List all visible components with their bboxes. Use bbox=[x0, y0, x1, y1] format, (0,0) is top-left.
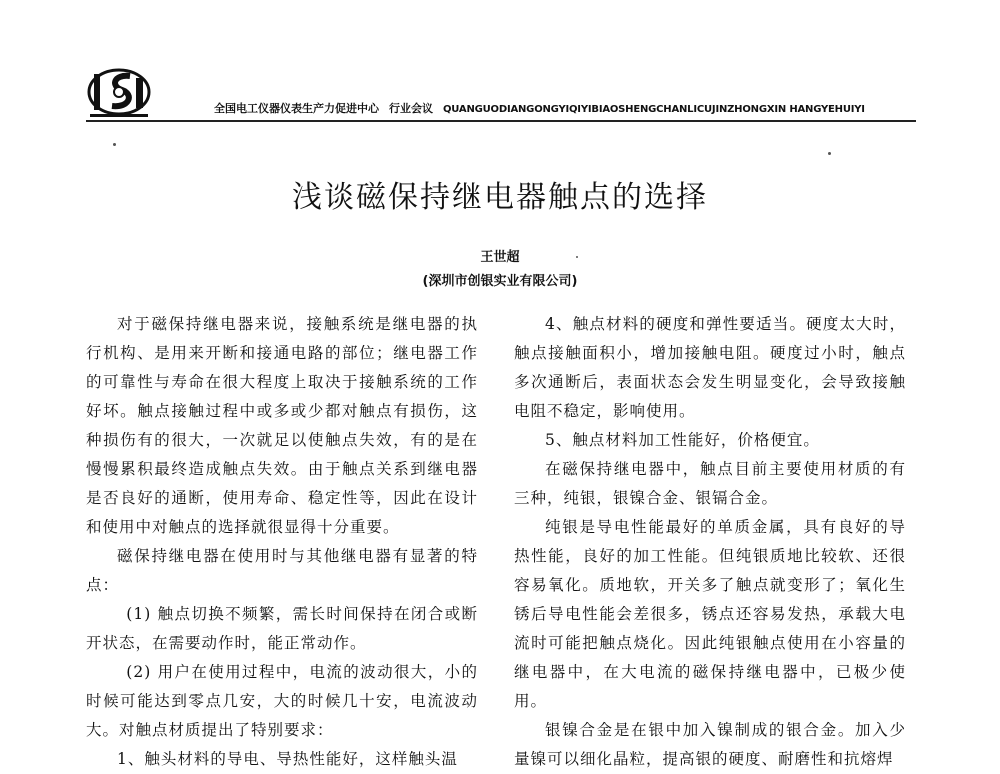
paragraph: 在磁保持继电器中，触点目前主要使用材质的有三种，纯银，银镍合金、银镉合金。 bbox=[514, 460, 906, 507]
paragraph: 银镍合金是在银中加入镍制成的银合金。加入少量镍可以细化晶粒，提高银的硬度、耐磨性和抗熔焊 bbox=[514, 721, 906, 768]
paragraph: 磁保持继电器在使用时与其他继电器有显著的特点： bbox=[86, 547, 478, 594]
paragraph: (1) 触点切换不频繁，需长时间保持在闭合或断开状态，在需要动作时，能正常动作。 bbox=[86, 605, 478, 652]
journal-logo-icon bbox=[86, 68, 152, 122]
article-title: 浅谈磁保持继电器触点的选择 bbox=[292, 180, 708, 215]
paragraph: 5、触点材料加工性能好，价格便宜。 bbox=[545, 431, 820, 449]
header-pinyin: QUANGUODIANGONGYIQIYIBIAOSHENGCHANLICUJINZHONGXIN HANGYEHUIYI bbox=[443, 104, 865, 115]
paragraph: 4、触点材料的硬度和弹性要适当。硬度太大时，触点接触面积小，增加接触电阻。硬度过小时，触点多次通断后，表面状态会发生明显变化，会导致接触电阻不稳定，影响使用。 bbox=[514, 315, 906, 420]
article-author: 王世超 bbox=[480, 250, 520, 265]
body-column-left bbox=[86, 310, 478, 774]
paragraph: 1、触头材料的导电、导热性能好，这样触头温 bbox=[117, 750, 458, 768]
header-rule bbox=[86, 120, 916, 122]
paragraph: 纯银是导电性能最好的单质金属，具有良好的导热性能，良好的加工性能。但纯银质地比较软、还很容易氧化。质地软，开关多了触点就变形了；氧化生锈后导电性能会差很多，锈点还容易发热，承载大电流时可能把触点烧化。因此纯银触点使用在小容量的继电器中，在大电流的磁保持继电器中，已极少使用。 bbox=[514, 518, 906, 710]
body-column-right bbox=[514, 310, 906, 774]
header-org: 全国电工仪器仪表生产力促进中心 bbox=[214, 102, 379, 115]
paragraph: 对于磁保持继电器来说，接触系统是继电器的执行机构、是用来开断和接通电路的部位；继电器工作的可靠性与寿命在很大程度上取决于接触系统的工作好坏。触点接触过程中或多或少都对触点有损伤，这种损伤有的很大，一次就足以使触点失效，有的是在慢慢累积最终造成触点失效。由于触点关系到继电器是否良好的通断，使用寿命、稳定性等，因此在设计和使用中对触点的选择就很显得十分重要。 bbox=[86, 315, 478, 536]
article-affiliation: (深圳市创银实业有限公司) bbox=[422, 274, 578, 289]
running-header bbox=[86, 66, 916, 124]
header-text bbox=[214, 100, 865, 116]
header-meeting: 行业会议 bbox=[389, 102, 433, 115]
scan-speck bbox=[828, 152, 831, 155]
scan-speck bbox=[113, 143, 116, 146]
paragraph: (2) 用户在使用过程中，电流的波动很大，小的时候可能达到零点几安，大的时候几十安，电流波动大。对触点材质提出了特别要求： bbox=[86, 663, 478, 739]
